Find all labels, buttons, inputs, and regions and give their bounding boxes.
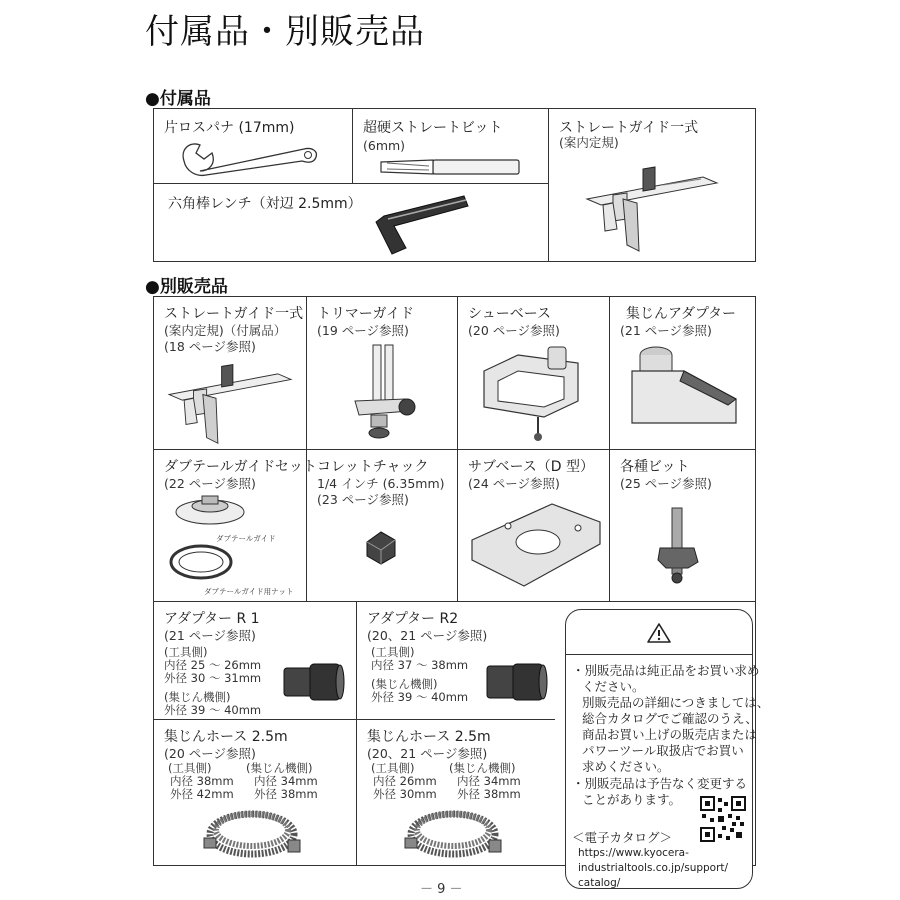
dovetail-nut-icon [168, 542, 234, 582]
hose-2-name: 集じんホース 2.5m [367, 729, 491, 745]
hose-1-dust-side: (集じん機側) [246, 761, 313, 775]
notice-header [566, 610, 752, 655]
trimmer-guide-name: トリマーガイド [317, 306, 415, 322]
notice-line-8: ・別販売品は予告なく変更する [572, 776, 748, 791]
straight-guide-icon [583, 159, 723, 255]
qr-code-icon[interactable] [700, 796, 746, 842]
notice-line-5: 商品お買い上げの販売店または [582, 727, 758, 742]
hose-1-tool-side: (工具側) [168, 761, 212, 775]
cell-trimmer-guide [306, 297, 457, 449]
cell-sub-base [457, 449, 609, 601]
catalog-label: ＜電子カタログ＞ [572, 830, 673, 845]
dust-hose-icon [202, 804, 302, 862]
adapter-r2-inner: 内径 37 ～ 38mm [371, 658, 469, 672]
catalog-url-1[interactable]: https://www.kyocera- [578, 847, 689, 859]
hose-1-dust-inner: 内径 34mm [254, 774, 318, 788]
catalog-url-2[interactable]: industrialtools.co.jp/support/ [578, 862, 729, 874]
adapter-r2-dust-side: (集じん機側) [371, 677, 438, 691]
page-title: 付属品・別販売品 [145, 12, 425, 52]
straight-guide-name: ストレートガイド一式 [164, 306, 304, 322]
straight-bit-icon [373, 154, 523, 180]
adapter-r1-name: アダプター R 1 [164, 611, 260, 627]
hose-2-dust-outer: 外径 38mm [457, 787, 521, 801]
hose-2-tool-inner: 内径 26mm [373, 774, 437, 788]
notice-line-3: 別販売品の詳細につきましては、 [582, 695, 770, 710]
hose-1-tool-inner: 内径 38mm [170, 774, 234, 788]
notice-line-7: 求めください。 [582, 759, 670, 774]
dovetail-ref: (22 ページ参照) [164, 476, 256, 491]
cell-bits [609, 449, 755, 601]
hose-1-ref: (20 ページ参照) [164, 746, 256, 761]
notice-box [565, 609, 770, 889]
adapter-r2-name: アダプター R2 [367, 611, 459, 627]
shoe-base-name: シューベース [468, 306, 552, 322]
adapter-r1-ref: (21 ページ参照) [164, 628, 256, 643]
adapter-r1-inner: 内径 25 ～ 26mm [164, 658, 262, 672]
dovetail-guide-icon [170, 494, 250, 534]
adapter-r1-outer: 外径 30 ～ 31mm [164, 671, 262, 685]
notice-line-9: ことがあります。 [582, 792, 682, 807]
bits-name: 各種ビット [620, 459, 690, 475]
straight-guide-ref: (18 ページ参照) [164, 339, 256, 354]
shoe-base-ref: (20 ページ参照) [468, 323, 560, 338]
hose-2-ref: (20、21 ページ参照) [367, 746, 488, 761]
cell-straight-guide-optional [154, 297, 306, 449]
collet-ref: (23 ページ参照) [317, 492, 409, 507]
cell-adapter-r1 [154, 601, 356, 719]
spanner-name: 片ロスパナ (17mm) [164, 120, 295, 136]
notice-line-1: ・別販売品は純正品をお買い求め [572, 663, 760, 678]
catalog-url-3[interactable]: catalog/ [578, 877, 621, 889]
cell-hose-1 [154, 719, 356, 865]
hose-1-name: 集じんホース 2.5m [164, 729, 288, 745]
cell-collet-chuck [306, 449, 457, 601]
page-number: － 9 － [420, 882, 463, 897]
hose-2-dust-side: (集じん機側) [449, 761, 516, 775]
sub-base-icon [468, 500, 602, 590]
shoe-base-icon [478, 341, 590, 445]
cell-spanner [154, 109, 352, 183]
adapter-r2-ref: (20、21 ページ参照) [367, 628, 488, 643]
hose-2-dust-inner: 内径 34mm [457, 774, 521, 788]
section-optional-heading: ●別販売品 [145, 277, 228, 297]
straight-guide-icon [162, 357, 300, 447]
warning-icon [646, 622, 672, 644]
hex-wrench-icon [368, 192, 478, 260]
hose-2-tool-outer: 外径 30mm [373, 787, 437, 801]
sub-base-ref: (24 ページ参照) [468, 476, 560, 491]
hex-wrench-name: 六角棒レンチ（対辺 2.5mm） [168, 196, 362, 212]
cell-hose-2 [356, 719, 555, 865]
dust-hose-icon [403, 804, 503, 862]
trimmer-guide-ref: (19 ページ参照) [317, 323, 409, 338]
hose-2-tool-side: (工具側) [371, 761, 415, 775]
dovetail-name: ダブテールガイドセット [164, 459, 317, 475]
cell-straight-bit [352, 109, 548, 183]
dust-adapter-icon [624, 341, 748, 433]
section-included-heading: ●付属品 [145, 89, 211, 109]
bit-name: 超硬ストレートビット [363, 120, 503, 136]
hose-1-tool-outer: 外径 42mm [170, 787, 234, 801]
adapter-r2-icon [483, 660, 549, 704]
collet-size: 1/4 インチ (6.35mm) [317, 476, 445, 491]
notice-line-4: 総合カタログでご確認のうえ、 [582, 711, 758, 726]
adapter-r1-icon [280, 660, 346, 704]
notice-line-6: パワーツール取扱店でお買い [582, 743, 744, 758]
cell-dust-adapter [609, 297, 755, 449]
cell-shoe-base [457, 297, 609, 449]
straight-guide-sub: (案内定規)（付属品） [164, 323, 287, 338]
dovetail-guide-label: ダブテールガイド [216, 534, 276, 543]
bit-size: (6mm) [363, 138, 406, 153]
cell-hex-wrench [154, 183, 548, 261]
dovetail-nut-label: ダブテールガイド用ナット [204, 587, 294, 596]
dust-adapter-name: 集じんアダプター [626, 306, 737, 322]
guide-name: ストレートガイド一式 [559, 120, 699, 136]
guide-sub: (案内定規) [559, 135, 619, 150]
adapter-r2-tool-side: (工具側) [371, 645, 415, 659]
adapter-r1-dust-outer: 外径 39 ～ 40mm [164, 703, 262, 717]
bits-ref: (25 ページ参照) [620, 476, 712, 491]
hose-1-dust-outer: 外径 38mm [254, 787, 318, 801]
dust-adapter-ref: (21 ページ参照) [620, 323, 712, 338]
cell-dovetail-set [154, 449, 317, 601]
sub-base-name: サブベース（D 型） [468, 459, 594, 475]
collet-chuck-icon [361, 528, 401, 568]
spanner-icon [176, 135, 326, 181]
cell-straight-guide [548, 109, 755, 261]
adapter-r1-tool-side: (工具側) [164, 645, 208, 659]
collet-name: コレットチャック [317, 459, 429, 475]
trimmer-guide-icon [335, 341, 435, 445]
cell-adapter-r2 [356, 601, 555, 719]
adapter-r2-dust-outer: 外径 39 ～ 40mm [371, 690, 469, 704]
included-table [153, 108, 756, 262]
adapter-r1-dust-side: (集じん機側) [164, 690, 231, 704]
router-bit-icon [654, 506, 704, 586]
notice-line-2: ください。 [582, 679, 645, 694]
